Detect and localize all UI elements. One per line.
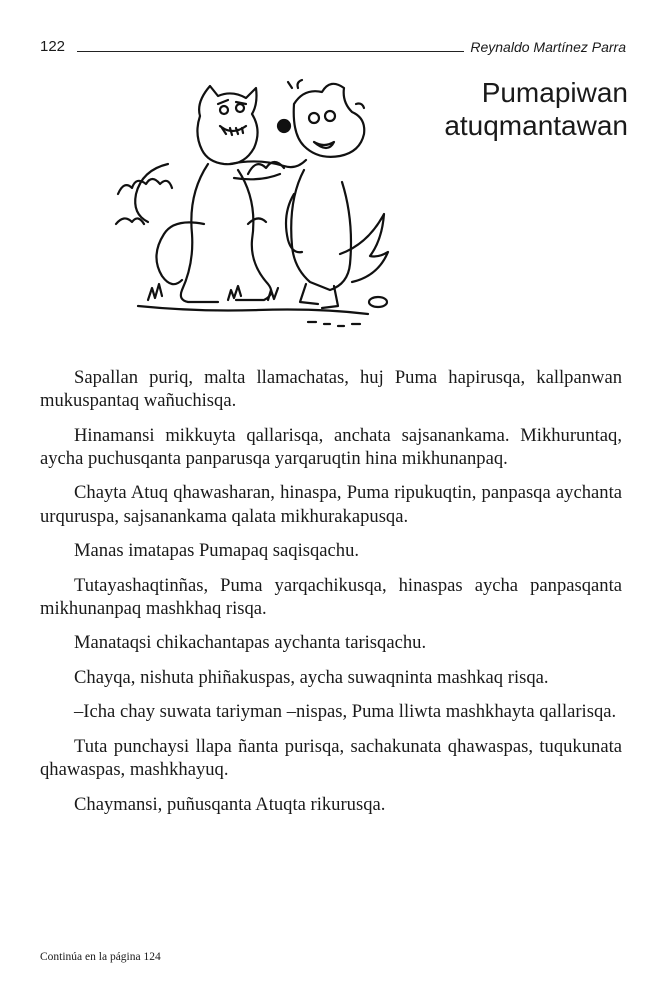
paragraph: Chaymansi, puñusqanta Atuqta rikurusqa. xyxy=(74,793,386,815)
story-title xyxy=(444,76,628,142)
title-line-2: atuqmantawan xyxy=(444,110,628,141)
paragraph: Sapallan puriq, malta llamachatas, huj Puma hapirusqa, kallpanwan mukuspantaq wañuchisqa. xyxy=(40,367,622,412)
header-rule xyxy=(77,51,464,52)
paragraph: Manataqsi chikachantapas aychanta tarisqachu. xyxy=(74,632,427,654)
puma-and-fox-illustration-icon xyxy=(108,74,408,340)
paragraph: Chayqa, nishuta phiñakuspas, aycha suwaqninta mashkaq risqa. xyxy=(74,666,549,688)
paragraph: Hinamansi mikkuyta qallarisqa, anchata sajsanankama. Mikhuruntaq, aycha puchusqanta panparusqa yarqaruqtin hina mikhunanpaq. xyxy=(40,424,622,469)
paragraph: Chayta Atuq qhawasharan, hinaspa, Puma ripukuqtin, panpasqa aychanta urquruspa, sajsanankama qalata mikhurakapusqa. xyxy=(40,482,622,527)
paragraph: Tutayashaqtinñas, Puma yarqachikusqa, hinaspas aycha panpasqanta mikhunanpaq mashkhaq risqa. xyxy=(40,574,622,619)
continuation-note: Continúa en la página 124 xyxy=(40,951,161,963)
page-number: 122 xyxy=(40,38,66,55)
story-body xyxy=(40,366,622,827)
title-line-1: Pumapiwan xyxy=(481,77,628,108)
running-header xyxy=(40,34,626,56)
author-name: Reynaldo Martínez Parra xyxy=(470,39,626,55)
paragraph: Tuta punchaysi llapa ñanta purisqa, sachakunata qhawaspas, tuqukunata qhawaspas, mashkhayuq. xyxy=(40,735,622,781)
paragraph: –Icha chay suwata tariyman –nispas, Puma lliwta mashkhayta qallarisqa. xyxy=(74,701,617,723)
paragraph: Manas imatapas Pumapaq saqisqachu. xyxy=(74,540,360,562)
